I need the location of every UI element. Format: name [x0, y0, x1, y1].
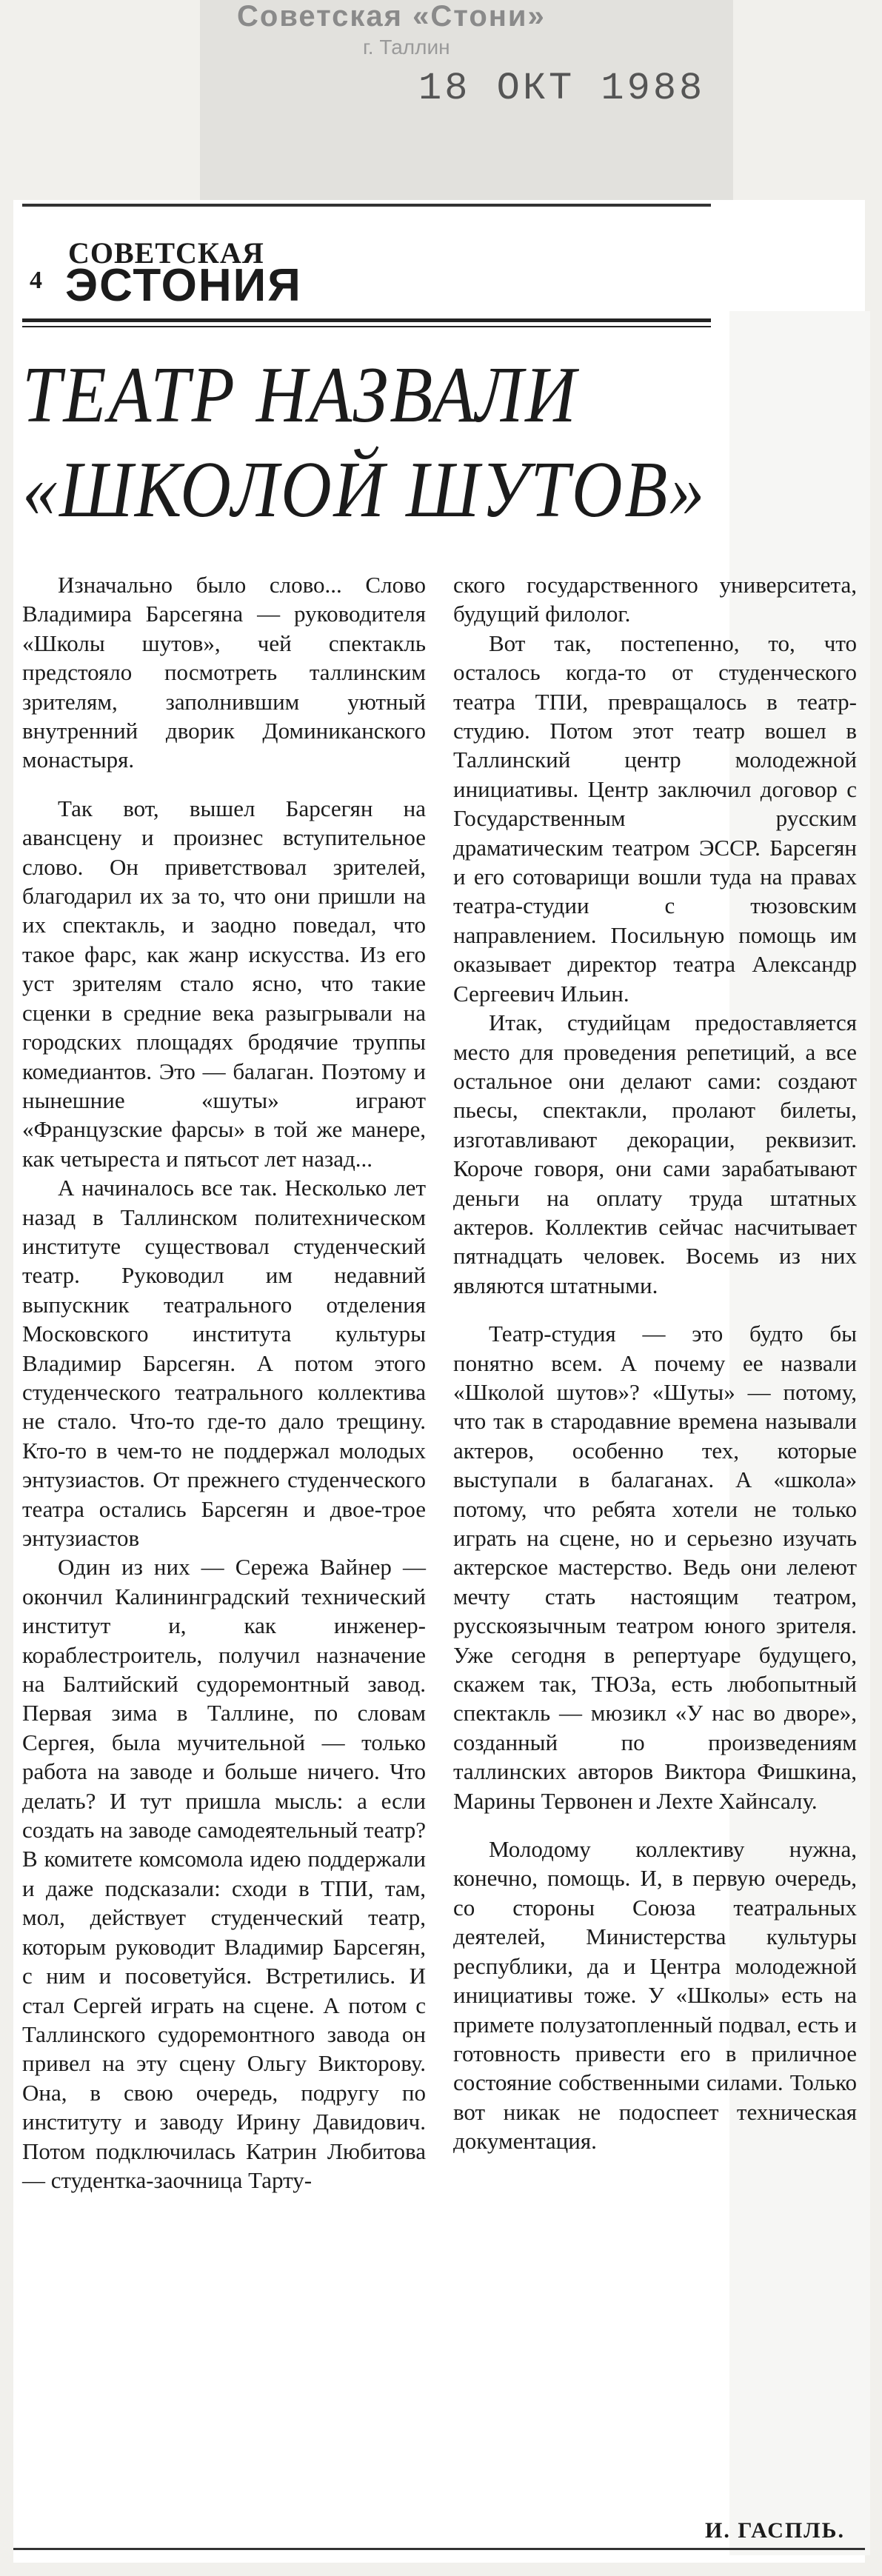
paragraph: ского государственного университета, будущий филолог. [453, 572, 857, 627]
article-headline [22, 348, 758, 538]
stamp-date: 18 ОКТ 1988 [418, 67, 706, 110]
paragraph: Изначально было слово... Слово Владимира Барсегяна — руководителя «Школы шутов», чей спектакль предстояло посмотреть таллинским зрителям, заполнившим уютный внутренний дворик Доминиканского монастыря. [22, 572, 426, 773]
stamp-newspaper-name: Советская «Стони» [237, 0, 546, 33]
masthead-line-2: ЭСТОНИЯ [65, 260, 302, 311]
author-signature: И. ГАСПЛЬ. [704, 2518, 845, 2543]
headline-line-1: ТЕАТР НАЗВАЛИ [22, 351, 578, 439]
paragraph: Молодому коллективу нужна, конечно, помощь. И, в первую очередь, со стороны Союза театральных деятелей, Министерства культуры республики, да и Центра молодежной инициативы тоже. У «Школы» есть на примете полузатопленный подвал, есть и готовность привести его в приличное состояние собственными силами. Только вот никак не подоспеет техническая документация. [453, 1836, 857, 2155]
headline-line-2: «ШКОЛОЙ ШУТОВ» [22, 446, 707, 534]
paragraph: Один из них — Сережа Вайнер — окончил Калининградский технический институт и, как инженер-кораблестроитель, получил назначение на Балтийский судоремонтный завод. Первая зима в Таллине, по словам Сергея, была мучительной — только работа на заводе и больше ничего. Что делать? И тут пришла мысль: а если создать на заводе самодеятельный театр? В комитете комсомола идею поддержали и даже подсказали: сходи в ТПИ, там, мол, действует студенческий театр, которым руководит Владимир Барсегян, с ним и посоветуйся. Встретились. И стал Сергей играть на сцене. А потом с Таллинского судоремонтного завода он привел на эту сцену Ольгу Викторову. Она, в свою очередь, подругу по институту и заводу Ирину Давидович. Потом подключилась Катрин Любитова — студентка-заочница Тарту- [22, 1554, 426, 2193]
paragraph: Так вот, вышел Барсегян на авансцену и произнес вступительное слово. Он приветствовал зрителей, благодарил их за то, что они пришли на их спектакль, и заодно поведал, что такое фарс, как жанр искусства. Из его уст зрителям стало ясно, что такие сценки в средние века разыгрывали на городских площадях бродячие труппы комедиантов. Это — балаган. Поэтому и нынешние «шуты» играют «Французские фарсы» в той же манере, как четыреста и пятьсот лет назад... [22, 795, 426, 1172]
bottom-rule [13, 2548, 865, 2550]
masthead-line-1: СОВЕТСКАЯ [68, 236, 264, 270]
paragraph: Театр-студия — это будто бы понятно всем. А почему ее назвали «Школой шутов»? «Шуты» — потому, что так в стародавние времена называли актеров, особенно тех, которые выступали в балаганах. А «школа» потому, что ребята хотели не только играть на сцене, но и серьезно изучать актерское мастерство. Ведь они лелеют мечту стать настоящим театром, русскоязычным театром юного зрителя. Уже сегодня в репертуаре будущего, скажем так, ТЮЗа, есть любопытный спектакль — мюзикл «У нас во дворе», созданный по произведениям таллинских авторов Виктора Фишкина, Марины Тервонен и Лехте Хайнсалу. [453, 1321, 857, 1814]
top-rule [22, 204, 711, 207]
masthead-rule-thin [22, 326, 711, 327]
article-column-right [453, 570, 857, 2156]
masthead-rule [22, 318, 711, 322]
paragraph: А начиналось все так. Несколько лет назад в Таллинском политехническом институте существовал студенческий театр. Руководил им недавний выпускник театрального отделения Московского института культуры Владимир Барсегян. А потом этого студенческого театрального коллектива не стало. Что-то где-то дало трещину. Кто-то в чем-то не поддержал молодых энтузиастов. От прежнего студенческого театра остались Барсегян и двое-трое энтузиастов [22, 1175, 426, 1551]
article-column-left [22, 570, 426, 2195]
stamp-city: г. Таллин [363, 36, 450, 59]
page-number: 4 [30, 267, 42, 294]
paragraph: Вот так, постепенно, то, что осталось когда-то от студенческого театра ТПИ, превращалось в театр-студию. Потом этот театр вошел в Таллинский центр молодежной инициативы. Центр заключил договор с Государственным русским драматическим театром ЭССР. Барсегян и его сотоварищи вошли туда на правах театра-студии с тюзовским направлением. Посильную помощь им оказывает директор театра Александр Сергеевич Ильин. [453, 630, 857, 1007]
paragraph: Итак, студийцам предоставляется место для проведения репетиций, а все остальное они делают сами: создают пьесы, спектакли, пролают билеты, изготавливают декорации, реквизит. Короче говоря, они сами зарабатывают деньги на оплату труда штатных актеров. Коллектив сейчас насчитывает пятнадцать человек. Восемь из них являются штатными. [453, 1010, 857, 1298]
